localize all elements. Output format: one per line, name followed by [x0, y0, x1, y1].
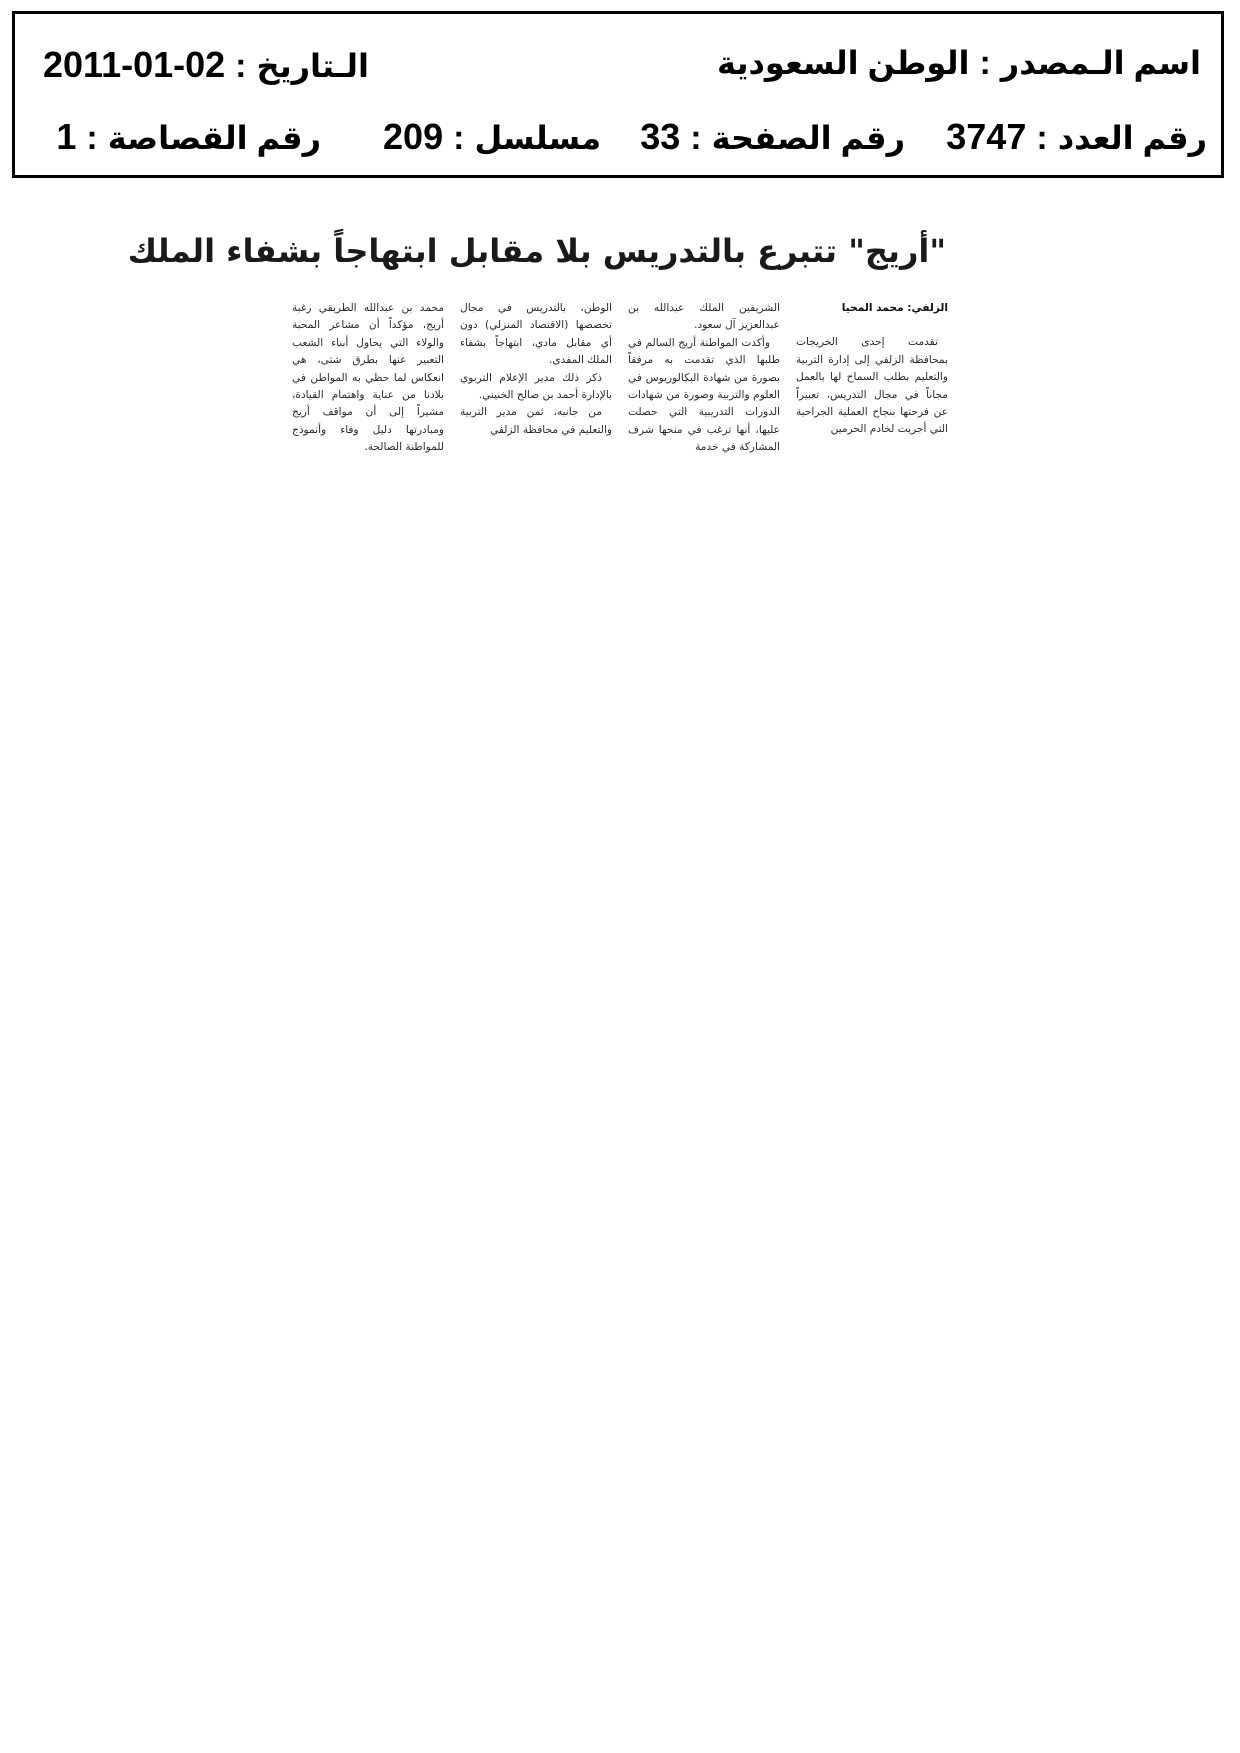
issue-label: رقم العدد	[1057, 120, 1207, 156]
paragraph: ذكر ذلك مدير الإعلام التربوي بالإدارة أحمد بن صالح الخنيني.	[460, 371, 612, 402]
separator: :	[979, 44, 991, 82]
source-label: اسم الـمصدر	[1000, 45, 1201, 81]
serial-label: مسلسل	[474, 120, 601, 156]
paragraph: من جانبه، ثمن مدير التربية والتعليم في محافظة الزلفي	[460, 406, 612, 436]
paragraph: محمد بن عبدالله الطريقي رغبة أريج، مؤكداً أن مشاعر المحبة والولاء التي يحاول أبناء الشعب التعبير عنها بطرق شتى، هي انعكاس لما حظي به المواطن في بلادنا من عناية واهتمام القيادة، مشيراً إلى أن مواقف أريج ومبادرتها دليل وفاء وأنموذج للمواطنة الصالحة.	[292, 302, 444, 454]
serial-value: 209	[383, 116, 444, 157]
source-field	[717, 44, 1201, 83]
issue-value: 3747	[946, 116, 1027, 157]
clip-value: 1	[56, 116, 77, 157]
source-value: الوطن السعودية	[717, 45, 970, 81]
serial-field	[383, 116, 601, 158]
clip-label: رقم القصاصة	[107, 120, 321, 156]
paragraph: الوطن، بالتدريس في مجال تخصصها (الاقتصاد المنزلي) دون أي مقابل مادي، ابتهاجاً بشفاء الملك المفدى.	[460, 302, 612, 367]
issue-field	[946, 116, 1207, 158]
article-title: "أريج" تتبرع بالتدريس بلا مقابل ابتهاجاً بشفاء الملك	[127, 232, 946, 270]
date-label: الـتاريخ	[256, 48, 369, 84]
page-label: رقم الصفحة	[711, 120, 905, 156]
separator: :	[1036, 119, 1048, 157]
separator: :	[86, 119, 98, 157]
separator: :	[235, 47, 247, 85]
article-column-1	[796, 300, 948, 439]
article-byline: الزلفي: محمد المحيا	[841, 302, 948, 314]
article-column-2	[628, 300, 780, 457]
page-field	[640, 116, 905, 158]
article-column-4	[292, 300, 444, 457]
paragraph: الشريفين الملك عبدالله بن عبدالعزيز آل سعود.	[628, 302, 780, 332]
article-column-3	[460, 300, 612, 439]
paragraph: تقدمت إحدى الخريجات بمحافظة الزلفي إلى إدارة التربية والتعليم بطلب السماح لها بالعمل مجاناً في مجال التدريس، تعبيراً عن فرحتها بنجاح العملية الجراحية التي أجريت لخادم الحرمين	[796, 336, 948, 436]
paragraph: وأكدت المواطنة أريج السالم في طلبها الذي تقدمت به مرفقاً بصورة من شهادة البكالوريوس في العلوم والتربية وصورة من شهادات الدورات التدريبية التي حصلت عليها، أنها ترغب في منحها شرف المشاركة في خدمة	[628, 336, 780, 454]
clipping-header-box	[12, 11, 1224, 178]
clip-field	[56, 116, 321, 158]
page-value: 33	[640, 116, 681, 157]
separator: :	[453, 119, 465, 157]
date-value: 2011-01-02	[43, 44, 226, 85]
date-field	[43, 44, 369, 86]
separator: :	[690, 119, 702, 157]
